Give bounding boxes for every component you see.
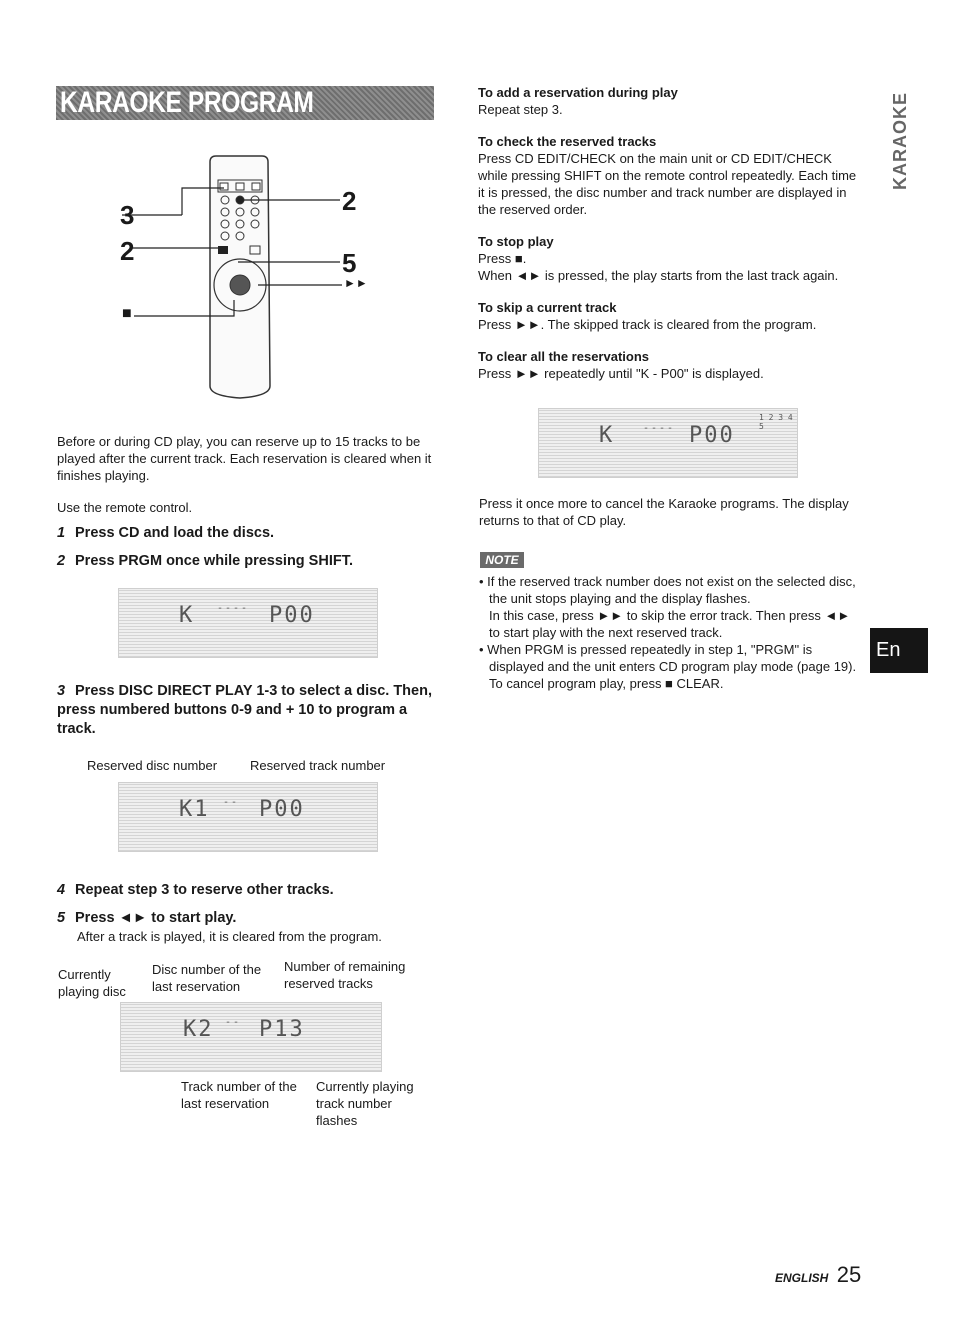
- cancel-karaoke-text: Press it once more to cancel the Karaoke programs. The display returns to that of CD play.: [479, 496, 849, 528]
- lcd-right: P13: [259, 1017, 305, 1042]
- label-reserved-disc: Reserved disc number: [87, 758, 218, 773]
- heading-stop-play: To stop play: [478, 234, 554, 249]
- label-track-last-reservation: Track number of the last reservation: [181, 1079, 297, 1111]
- step-5-note: After a track is played, it is cleared from the program.: [77, 929, 382, 944]
- skip-track-text: Press ►►. The skipped track is cleared from the program.: [478, 317, 817, 332]
- stop-play-text-2: When ◄► is pressed, the play starts from the last track again.: [478, 268, 839, 283]
- callout-5: 5: [342, 248, 357, 278]
- clear-reservations-text: Press ►► repeatedly until "K - P00" is displayed.: [478, 366, 764, 381]
- heading-skip-track: To skip a current track: [478, 300, 617, 315]
- step-2: 2 Press PRGM once while pressing SHIFT.: [57, 553, 353, 569]
- lcd-dash: ----: [217, 603, 250, 614]
- title-bar: [56, 86, 434, 120]
- lcd-display-1: [118, 588, 378, 658]
- lcd-right: P00: [259, 797, 305, 822]
- note-item-1: • If the reserved track number does not exist on the selected disc, the unit stops playing and the display flashes.: [479, 574, 856, 606]
- step-5: 5 Press ◄► to start play.: [57, 910, 237, 926]
- label-currently-playing-disc: Currently playing disc: [58, 967, 126, 999]
- lcd-dash: --: [225, 1017, 242, 1028]
- lcd-left: K: [599, 423, 615, 448]
- right-column: [478, 84, 858, 382]
- label-reserved-track: Reserved track number: [250, 758, 386, 773]
- heading-clear-reservations: To clear all the reservations: [478, 349, 649, 364]
- lcd-display-2: [118, 782, 378, 852]
- lcd-right: P00: [269, 603, 315, 628]
- step-4: 4 Repeat step 3 to reserve other tracks.: [57, 882, 334, 898]
- stop-callout: ■: [122, 305, 132, 322]
- label-disc-last-reservation: Disc number of the last reservation: [152, 962, 262, 994]
- check-tracks-text: Press CD EDIT/CHECK on the main unit or CD EDIT/CHECK while pressing SHIFT on the remote control repeatedly. Each time it is pressed, the disc number and track number are displayed in the reserved order.: [478, 151, 857, 217]
- lcd-left: K: [179, 603, 195, 628]
- lcd-left: K2: [183, 1017, 214, 1042]
- heading-check-tracks: To check the reserved tracks: [478, 134, 657, 149]
- use-remote-text: Use the remote control.: [57, 500, 193, 515]
- callout-2-right: 2: [342, 186, 357, 216]
- add-reservation-text: Repeat step 3.: [478, 102, 563, 117]
- note-item-2b: To cancel program play, press ■ CLEAR.: [489, 676, 724, 691]
- lcd-digits: 1 2 3 4 5: [759, 413, 793, 431]
- page-title: KARAOKE PROGRAM: [60, 86, 314, 119]
- remote-illustration: [112, 150, 382, 400]
- language-tab: En: [870, 628, 928, 673]
- lcd-dash: --: [223, 797, 240, 808]
- lcd-display-3: [120, 1002, 382, 1072]
- ff-callout: ►►: [344, 276, 368, 290]
- stop-play-text-1: Press ■.: [478, 251, 527, 266]
- callout-2-left: 2: [120, 236, 135, 266]
- label-currently-playing-track: Currently playing track number flashes: [316, 1079, 414, 1128]
- step-3: 3 Press DISC DIRECT PLAY 1-3 to select a disc. Then, press numbered buttons 0-9 and + 10 to program a track.: [57, 683, 432, 737]
- page-footer: [775, 1262, 861, 1288]
- note-badge: NOTE: [480, 552, 524, 568]
- lcd-dash: ----: [643, 423, 676, 434]
- lcd-left: K1: [179, 797, 210, 822]
- lcd-right: P00: [689, 423, 735, 448]
- step-1: 1 Press CD and load the discs.: [57, 525, 275, 541]
- note-section: [479, 573, 857, 692]
- callout-3: 3: [120, 200, 135, 230]
- note-item-1b: In this case, press ►► to skip the error track. Then press ◄► to start play with the next reserved track.: [489, 608, 851, 640]
- intro-text: Before or during CD play, you can reserve up to 15 tracks to be played after the current track. Each reservation is cleared when it finishes playing.: [57, 434, 432, 483]
- note-item-2: • When PRGM is pressed repeatedly in step 1, "PRGM" is displayed and the unit enters CD program play mode (page 19).: [479, 642, 857, 674]
- side-section-label: KARAOKE: [890, 91, 910, 190]
- lcd-display-right: [538, 408, 798, 478]
- footer-language: ENGLISH: [775, 1271, 829, 1285]
- label-remaining-tracks: Number of remaining reserved tracks: [284, 959, 406, 991]
- heading-add-reservation: To add a reservation during play: [478, 85, 678, 100]
- page-number: 25: [836, 1262, 862, 1287]
